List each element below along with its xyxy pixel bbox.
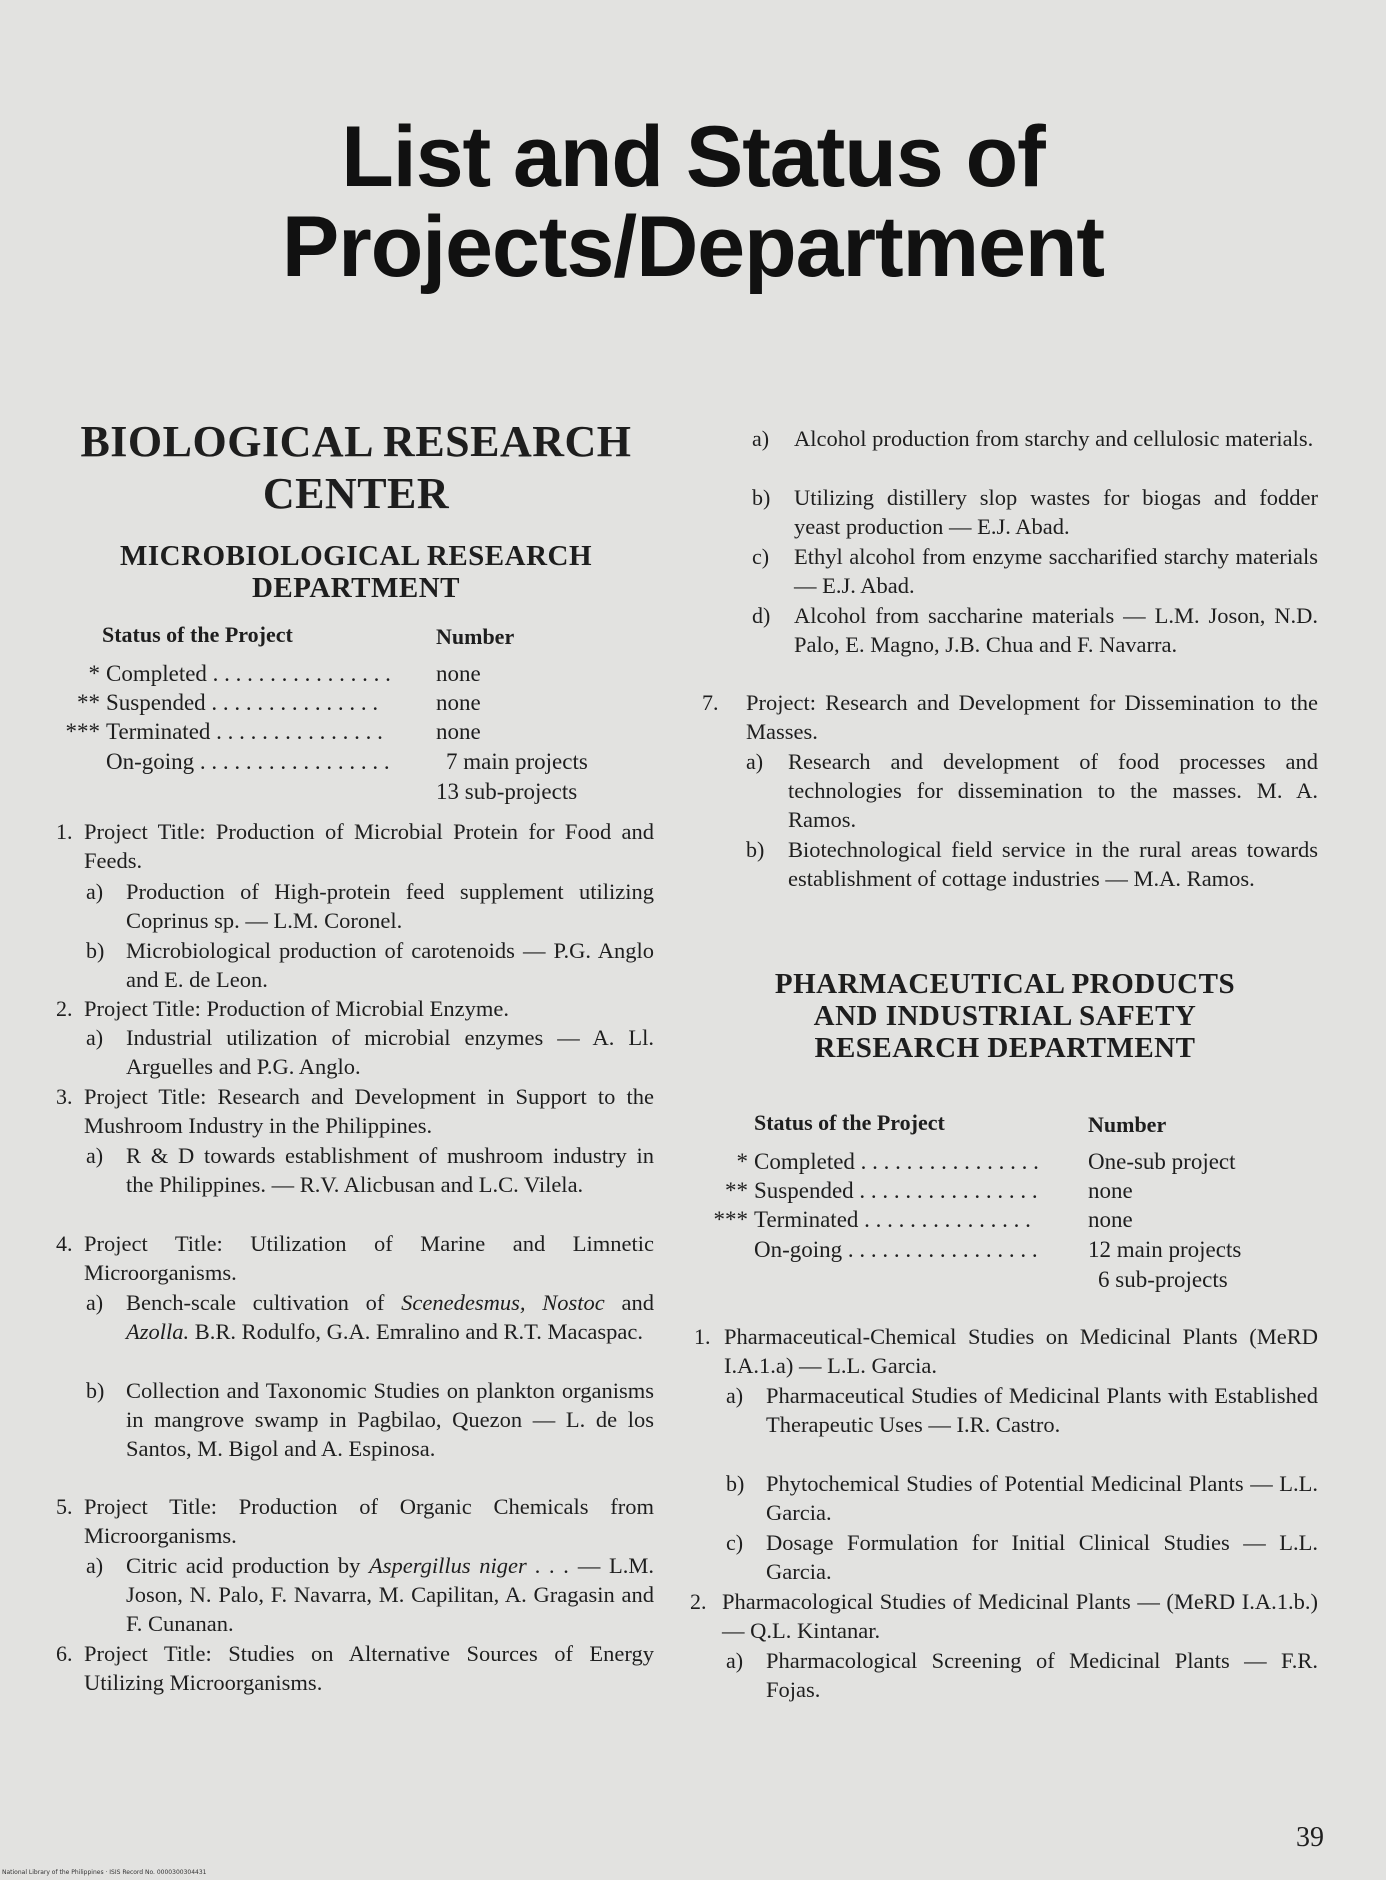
item-text: and xyxy=(604,1290,654,1315)
center-title-line-1: BIOLOGICAL RESEARCH xyxy=(80,417,632,466)
center-title xyxy=(56,416,656,520)
item-letter: b) xyxy=(746,837,765,862)
project-item: Production of High-protein feed supplement utilizing Coprinus sp. — L.M. Coronel. xyxy=(126,879,654,933)
project-item: Pharmacological Screening of Medicinal Plants — F.R. Fojas. xyxy=(766,1648,1318,1702)
project-number: 1. xyxy=(694,1324,711,1349)
project-number: 2. xyxy=(56,996,73,1021)
item-letter: a) xyxy=(726,1383,744,1408)
item-text: Bench-scale cultivation of xyxy=(126,1290,402,1315)
status-label: Terminated . . . . . . . . . . . . . . . xyxy=(754,1207,1031,1232)
status-header: Status of the Project xyxy=(102,622,293,647)
status-value: none xyxy=(1088,1178,1133,1203)
item-letter: a) xyxy=(86,1553,104,1578)
project-title: Pharmaceutical-Chemical Studies on Medicinal Plants (MeRD I.A.1.a) — L.L. Garcia. xyxy=(724,1324,1318,1378)
item-letter: b) xyxy=(752,485,771,510)
number-header: Number xyxy=(1088,1112,1167,1137)
item-letter: a) xyxy=(746,749,764,774)
status-value: none xyxy=(436,719,481,744)
project-item xyxy=(126,1551,654,1638)
dept-title-microbiological xyxy=(56,540,656,604)
status-mark: * xyxy=(88,661,100,686)
dept-title-line-1: PHARMACEUTICAL PRODUCTS xyxy=(774,968,1236,1000)
project-number: 3. xyxy=(56,1084,73,1109)
item-text: B.R. Rodulfo, G.A. Emralino and R.T. Macaspac. xyxy=(189,1319,644,1344)
number-header: Number xyxy=(436,624,515,649)
status-ongoing-sub: 6 sub-projects xyxy=(1098,1267,1228,1292)
status-row-ongoing xyxy=(56,748,588,776)
item-letter: a) xyxy=(86,879,104,904)
project-item: Pharmaceutical Studies of Medicinal Plants with Established Therapeutic Uses — I.R. Castro. xyxy=(766,1383,1318,1437)
status-value: 12 main projects xyxy=(1088,1237,1242,1262)
status-mark: ** xyxy=(725,1178,748,1203)
project-item: Dosage Formulation for Initial Clinical Studies — L.L. Garcia. xyxy=(766,1530,1318,1584)
item-letter: b) xyxy=(86,938,105,963)
item-letter: a) xyxy=(86,1025,104,1050)
status-label: Suspended . . . . . . . . . . . . . . . . xyxy=(754,1178,1038,1203)
project-number: 4. xyxy=(56,1231,73,1256)
item-letter: a) xyxy=(86,1143,104,1168)
status-value: none xyxy=(436,661,481,686)
item-letter: b) xyxy=(86,1378,105,1403)
project-item: Phytochemical Studies of Potential Medicinal Plants — L.L. Garcia. xyxy=(766,1471,1318,1525)
project-item: R & D towards establishment of mushroom industry in the Philippines. — R.V. Alicbusan and L.C. Vilela. xyxy=(126,1143,654,1197)
project-number: 5. xyxy=(56,1494,73,1519)
project-item: Biotechnological field service in the rural areas towards establishment of cottage industries — M.A. Ramos. xyxy=(788,837,1318,891)
item-text: Citric acid production by xyxy=(126,1553,369,1578)
footer-note: National Library of the Philippines · ISIS Record No. 0000300304431 xyxy=(2,1869,207,1876)
status-label: Completed . . . . . . . . . . . . . . . . xyxy=(106,661,391,686)
status-row-ongoing xyxy=(704,1236,1242,1264)
status-row-terminated xyxy=(704,1206,1133,1234)
item-letter: a) xyxy=(752,426,770,451)
status-row-completed xyxy=(56,660,481,688)
project-title: Project Title: Production of Microbial Protein for Food and Feeds. xyxy=(84,819,654,873)
project-title: Project Title: Production of Microbial Enzyme. xyxy=(84,996,509,1021)
page-title-line-1: List and Status of xyxy=(341,109,1045,205)
status-row-suspended xyxy=(56,689,481,717)
status-value: none xyxy=(436,690,481,715)
dept-title-line-1: MICROBIOLOGICAL RESEARCH xyxy=(119,540,593,572)
status-row-terminated xyxy=(56,718,481,746)
project-title: Project: Research and Development for Dissemination to the Masses. xyxy=(746,690,1318,744)
item-italic-text: Scenedesmus, Nostoc xyxy=(401,1290,605,1315)
center-title-line-2: CENTER xyxy=(262,469,450,518)
project-number: 7. xyxy=(702,690,719,715)
dept-title-pharmaceutical xyxy=(690,968,1320,1064)
project-title: Project Title: Production of Organic Chemicals from Microorganisms. xyxy=(84,1494,654,1548)
page-title-line-2: Projects/Department xyxy=(281,199,1105,295)
item-letter: d) xyxy=(752,603,771,628)
project-item: Alcohol production from starchy and cellulosic materials. xyxy=(794,426,1314,451)
status-mark: * xyxy=(736,1149,748,1174)
project-item: Microbiological production of carotenoids — P.G. Anglo and E. de Leon. xyxy=(126,938,654,992)
status-label: Completed . . . . . . . . . . . . . . . . xyxy=(754,1149,1039,1174)
status-label: Suspended . . . . . . . . . . . . . . . xyxy=(106,690,379,715)
item-letter: a) xyxy=(86,1290,104,1315)
project-item: Research and development of food processes and technologies for dissemination to the masses. M. A. Ramos. xyxy=(788,749,1318,832)
item-italic-text: Aspergillus niger . . . xyxy=(369,1553,570,1578)
project-item: Collection and Taxonomic Studies on plankton organisms in mangrove swamp in Pagbilao, Quezon — L. de los Santos, M. Bigol and A. Espinosa. xyxy=(126,1378,654,1461)
dept-title-line-2: DEPARTMENT xyxy=(251,572,461,604)
project-number: 6. xyxy=(56,1641,73,1666)
project-item: Industrial utilization of microbial enzymes — A. Ll. Arguelles and P.G. Anglo. xyxy=(126,1025,654,1079)
project-item xyxy=(126,1288,654,1346)
dept-title-line-2: AND INDUSTRIAL SAFETY xyxy=(813,1000,1197,1032)
status-row-completed xyxy=(704,1148,1236,1176)
status-ongoing-sub: 13 sub-projects xyxy=(436,779,578,804)
project-number: 2. xyxy=(690,1589,707,1614)
status-value: One-sub project xyxy=(1088,1149,1236,1174)
status-mark: *** xyxy=(713,1207,748,1232)
item-letter: a) xyxy=(726,1648,744,1673)
status-header: Status of the Project xyxy=(754,1110,945,1135)
item-letter: c) xyxy=(726,1530,744,1555)
page-title xyxy=(0,109,1386,295)
project-item: Alcohol from saccharine materials — L.M. Joson, N.D. Palo, E. Magno, J.B. Chua and F. Navarra. xyxy=(794,603,1318,657)
project-title: Project Title: Utilization of Marine and Limnetic Microorganisms. xyxy=(84,1231,654,1285)
status-mark: *** xyxy=(65,719,100,744)
dept-title-line-3: RESEARCH DEPARTMENT xyxy=(814,1032,1196,1064)
project-title: Project Title: Studies on Alternative Sources of Energy Utilizing Microorganisms. xyxy=(84,1641,654,1695)
status-label: Terminated . . . . . . . . . . . . . . . xyxy=(106,719,383,744)
status-label: On-going . . . . . . . . . . . . . . . . . xyxy=(754,1237,1038,1262)
status-mark: ** xyxy=(77,690,100,715)
project-number: 1. xyxy=(56,819,73,844)
project-title: Pharmacological Studies of Medicinal Plants — (MeRD I.A.1.b.) — Q.L. Kintanar. xyxy=(722,1589,1318,1643)
project-item: Utilizing distillery slop wastes for biogas and fodder yeast production — E.J. Abad. xyxy=(794,485,1318,539)
status-value: 7 main projects xyxy=(446,749,588,774)
item-text: — L.M. Joson, N. Palo, F. Navarra, M. Capilitan, A. Gragasin and F. Cunanan. xyxy=(126,1553,654,1636)
status-value: none xyxy=(1088,1207,1133,1232)
project-title: Project Title: Research and Development in Support to the Mushroom Industry in the Philippines. xyxy=(84,1084,654,1138)
item-letter: b) xyxy=(726,1471,745,1496)
status-row-suspended xyxy=(704,1177,1133,1205)
item-letter: c) xyxy=(752,544,770,569)
page-number: 39 xyxy=(1296,1822,1324,1853)
item-italic-text: Azolla. xyxy=(126,1319,190,1344)
project-item: Ethyl alcohol from enzyme saccharified starchy materials — E.J. Abad. xyxy=(794,544,1318,598)
status-label: On-going . . . . . . . . . . . . . . . . . xyxy=(106,749,390,774)
